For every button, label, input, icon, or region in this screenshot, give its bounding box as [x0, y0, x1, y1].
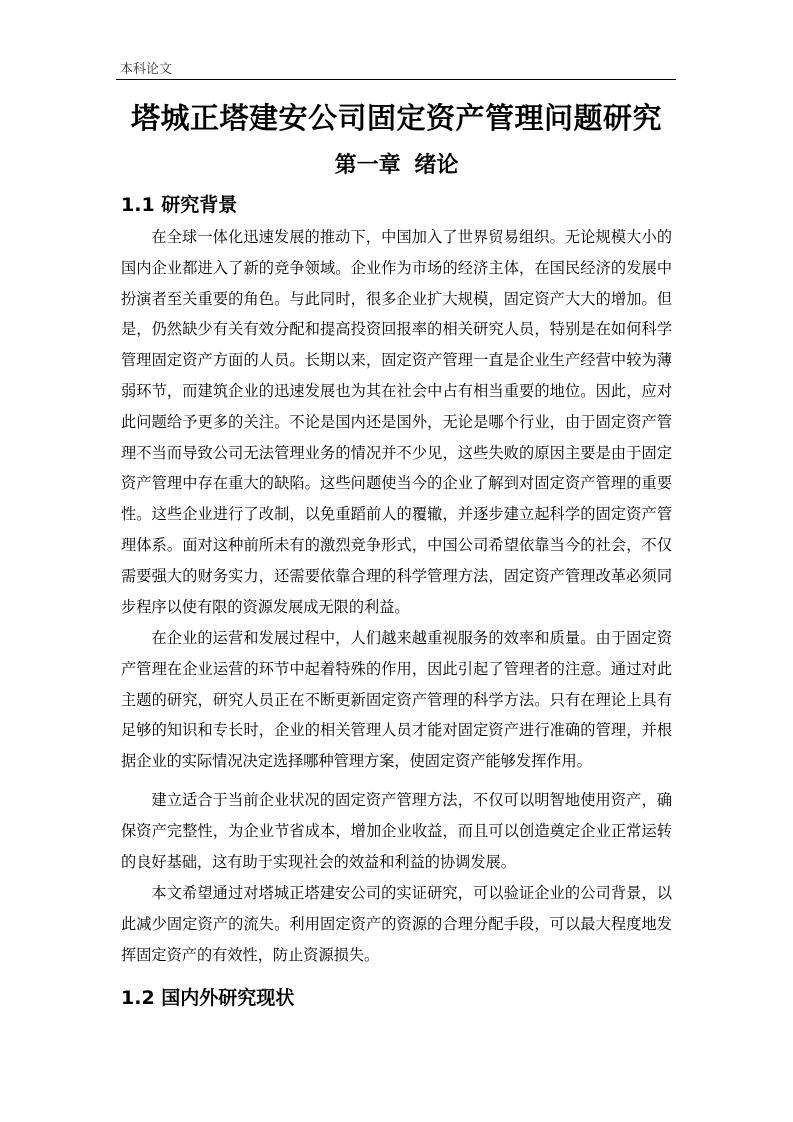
section-heading-research-background: 1.1 研究背景: [121, 194, 238, 216]
body-paragraph: 在企业的运营和发展过程中，人们越来越重视服务的效率和质量。由于固定资产管理在企业运营的环节中起着特殊的作用，因此引起了管理者的注意。通过对此主题的研究，研究人员正在不断更新固定资产管理的科学方法。只有在理论上具有足够的知识和专长时，企业的相关管理人员才能对固定资产进行准确的管理，并根据企业的实际情况决定选择哪种管理方案，使固定资产能够发挥作用。: [121, 629, 672, 771]
header-divider: [116, 79, 676, 80]
document-title: 塔城正塔建安公司固定资产管理问题研究: [130, 101, 662, 135]
body-paragraph: 在全球一体化迅速发展的推动下，中国加入了世界贸易组织。无论规模大小的国内企业都进入了新的竞争领域。企业作为市场的经济主体，在国民经济的发展中扮演者至关重要的角色。与此同时，很多企业扩大规模，固定资产大大的增加。但是，仍然缺少有关有效分配和提高投资回报率的相关研究人员，特别是在如何科学管理固定资产方面的人员。长期以来，固定资产管理一直是企业生产经营中较为薄弱环节，而建筑企业的迅速发展也为其在社会中占有相当重要的地位。因此，应对此问题给予更多的关注。不论是国内还是国外，无论是哪个行业，由于固定资产管理不当而导致公司无法管理业务的情况并不少见，这些失败的原因主要是由于固定资产管理中存在重大的缺陷。这些问题使当今的企业了解到对固定资产管理的重要性。这些企业进行了改制，以免重蹈前人的覆辙，并逐步建立起科学的固定资产管理体系。面对这种前所未有的激烈竞争形式，中国公司希望依靠当今的社会，不仅需要强大的财务实力，还需要依靠合理的科学管理方法，固定资产管理改革必须同步程序以使有限的资源发展成无限的利益。: [121, 228, 672, 616]
section-heading-research-status: 1.2 国内外研究现状: [121, 987, 295, 1009]
body-paragraph: 建立适合于当前企业状况的固定资产管理方法，不仅可以明智地使用资产，确保资产完整性，为企业节省成本，增加企业收益，而且可以创造奠定企业正常运转的良好基础，这有助于实现社会的效益和利益的协调发展。: [121, 791, 672, 871]
running-header: 本科论文: [120, 62, 173, 77]
body-paragraph: 本文希望通过对塔城正塔建安公司的实证研究，可以验证企业的公司背景，以此减少固定资产的流失。利用固定资产的资源的合理分配手段，可以最大程度地发挥固定资产的有效性，防止资源损失。: [121, 884, 672, 964]
chapter-title: 第一章 绪论: [334, 153, 459, 178]
